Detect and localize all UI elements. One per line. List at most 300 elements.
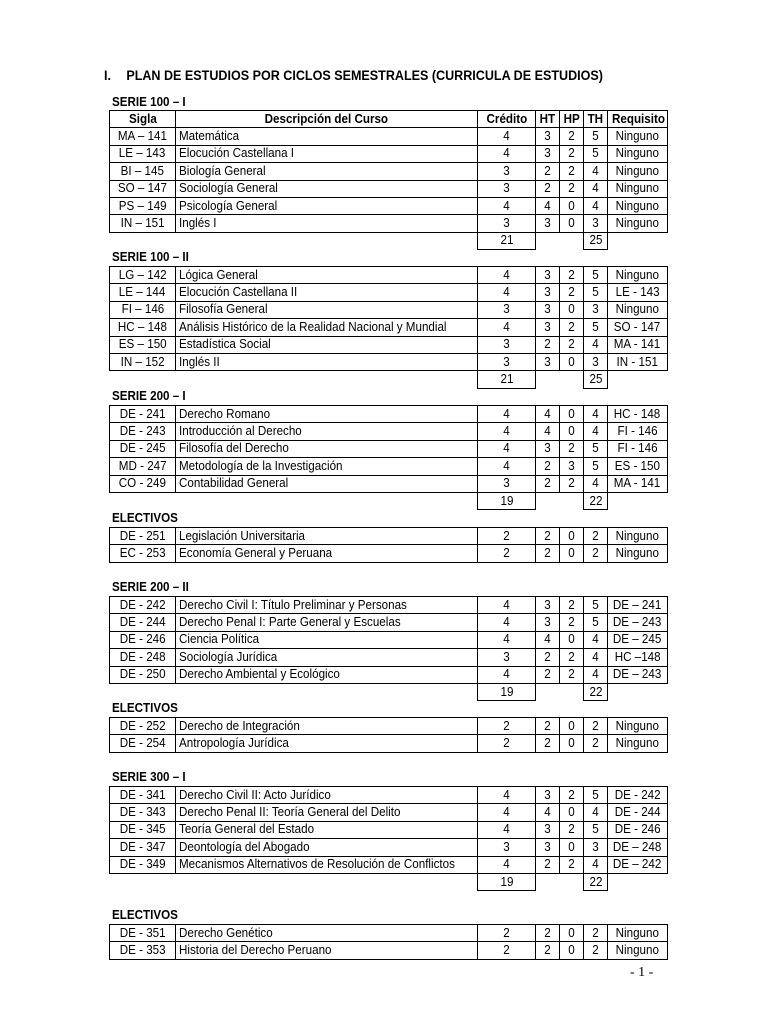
table-row	[110, 301, 668, 318]
course-description-text: Filosofía del Derecho	[179, 441, 289, 456]
course-credits	[478, 614, 536, 631]
course-theory-hours-text: 3	[544, 441, 551, 456]
course-code	[110, 163, 176, 180]
course-practice-hours	[560, 406, 584, 423]
course-code-text: DE - 242	[119, 597, 166, 612]
course-total-hours	[584, 666, 608, 683]
course-credits-text: 4	[503, 787, 510, 802]
course-practice-hours-text: 2	[568, 667, 575, 682]
totals-row	[110, 873, 668, 890]
course-credits-text: 4	[503, 822, 510, 837]
course-theory-hours	[536, 319, 560, 336]
course-practice-hours	[560, 614, 584, 631]
course-practice-hours-text: 0	[568, 718, 575, 733]
column-header-sigla	[110, 111, 176, 128]
course-credits	[478, 180, 536, 197]
course-practice-hours-text: 3	[568, 458, 575, 473]
course-practice-hours	[560, 423, 584, 440]
course-theory-hours	[536, 458, 560, 475]
blank-cell	[536, 492, 560, 509]
course-theory-hours	[536, 804, 560, 821]
course-practice-hours-text: 2	[568, 857, 575, 872]
course-theory-hours	[536, 336, 560, 353]
course-practice-hours	[560, 804, 584, 821]
course-prerequisite	[608, 267, 668, 284]
course-description	[176, 787, 478, 804]
course-theory-hours-text: 4	[544, 406, 551, 421]
course-theory-hours-text: 4	[544, 805, 551, 820]
course-theory-hours	[536, 423, 560, 440]
course-prerequisite-text: Ninguno	[615, 943, 660, 958]
course-credits	[478, 423, 536, 440]
course-code	[110, 942, 176, 959]
course-practice-hours-text: 0	[568, 406, 575, 421]
course-practice-hours-text: 0	[568, 198, 575, 213]
course-theory-hours-text: 2	[544, 476, 551, 491]
course-description	[176, 804, 478, 821]
course-prerequisite-text: FI - 146	[617, 424, 658, 439]
section-title: ELECTIVOS	[112, 701, 178, 715]
course-practice-hours	[560, 128, 584, 145]
section-title: SERIE 100 – II	[112, 250, 189, 264]
blank-cell	[110, 873, 176, 890]
course-total-hours	[584, 614, 608, 631]
course-code-text: DE - 250	[119, 667, 166, 682]
course-table	[109, 786, 668, 891]
course-description-text: Teoría General del Estado	[179, 822, 315, 837]
course-theory-hours	[536, 787, 560, 804]
course-credits	[478, 735, 536, 752]
blank-cell	[560, 873, 584, 890]
course-practice-hours	[560, 942, 584, 959]
course-prerequisite-text: Ninguno	[615, 546, 660, 561]
course-prerequisite	[608, 215, 668, 232]
course-description-text: Derecho de Integración	[179, 718, 300, 733]
course-theory-hours-text: 2	[544, 667, 551, 682]
total-hours	[584, 492, 608, 509]
course-prerequisite-text: Ninguno	[615, 736, 660, 751]
course-code-text: EC - 253	[119, 546, 166, 561]
course-description-text: Legislación Universitaria	[179, 528, 306, 543]
course-total-hours	[584, 458, 608, 475]
course-description-text: Derecho Penal I: Parte General y Escuelas	[179, 615, 401, 630]
course-description	[176, 180, 478, 197]
course-description-text: Sociología Jurídica	[179, 649, 278, 664]
course-practice-hours-text: 2	[568, 129, 575, 144]
course-practice-hours	[560, 458, 584, 475]
course-code-text: DE - 351	[119, 925, 166, 940]
course-description	[176, 128, 478, 145]
total-credits	[478, 873, 536, 890]
course-credits-text: 4	[503, 667, 510, 682]
course-total-hours-text: 3	[592, 216, 599, 231]
course-theory-hours-text: 2	[544, 546, 551, 561]
course-code	[110, 267, 176, 284]
course-code	[110, 649, 176, 666]
page-number: - 1 -	[630, 965, 654, 980]
course-prerequisite-text: Ninguno	[615, 267, 660, 282]
course-total-hours	[584, 735, 608, 752]
course-credits	[478, 718, 536, 735]
course-practice-hours	[560, 925, 584, 942]
course-code-text: MD - 247	[118, 458, 167, 473]
course-credits-text: 3	[503, 302, 510, 317]
course-code-text: SO – 147	[117, 181, 168, 196]
course-code-text: IN – 152	[120, 354, 165, 369]
course-credits-text: 2	[503, 943, 510, 958]
course-total-hours-text: 5	[592, 597, 599, 612]
course-theory-hours-text: 4	[544, 632, 551, 647]
course-total-hours	[584, 145, 608, 162]
heading-number: I.	[104, 68, 111, 83]
column-header-descripcion	[176, 111, 478, 128]
course-theory-hours	[536, 163, 560, 180]
table-row	[110, 614, 668, 631]
course-total-hours-text: 3	[592, 354, 599, 369]
course-description	[176, 614, 478, 631]
course-description	[176, 163, 478, 180]
course-code-text: DE - 343	[119, 805, 166, 820]
course-total-hours-text: 4	[592, 181, 599, 196]
course-description-text: Historia del Derecho Peruano	[179, 943, 332, 958]
table-row	[110, 649, 668, 666]
table-row	[110, 353, 668, 370]
course-prerequisite	[608, 284, 668, 301]
table-row	[110, 718, 668, 735]
course-credits	[478, 787, 536, 804]
course-prerequisite-text: DE - 242	[614, 787, 661, 802]
course-code-text: DE - 248	[119, 649, 166, 664]
course-total-hours-text: 4	[592, 857, 599, 872]
course-code	[110, 215, 176, 232]
course-total-hours-text: 5	[592, 129, 599, 144]
course-prerequisite	[608, 301, 668, 318]
course-description	[176, 942, 478, 959]
blank-cell	[560, 683, 584, 700]
course-credits	[478, 856, 536, 873]
course-code	[110, 475, 176, 492]
course-description	[176, 649, 478, 666]
course-theory-hours-text: 3	[544, 216, 551, 231]
totals-row	[110, 492, 668, 509]
course-theory-hours-text: 2	[544, 528, 551, 543]
course-practice-hours	[560, 319, 584, 336]
course-table	[109, 266, 668, 389]
course-description	[176, 301, 478, 318]
table-row	[110, 821, 668, 838]
course-prerequisite-text: DE – 243	[613, 615, 662, 630]
document-heading	[104, 68, 603, 83]
blank-cell	[110, 683, 176, 700]
course-practice-hours-text: 2	[568, 787, 575, 802]
course-credits-text: 4	[503, 424, 510, 439]
column-header-requisito	[608, 111, 668, 128]
table-row	[110, 128, 668, 145]
table-row	[110, 440, 668, 457]
table-row	[110, 545, 668, 562]
course-description	[176, 267, 478, 284]
course-prerequisite-text: DE - 246	[614, 822, 661, 837]
course-prerequisite-text: DE – 245	[613, 632, 662, 647]
course-code-text: DE - 245	[119, 441, 166, 456]
course-description-text: Sociología General	[179, 181, 278, 196]
course-practice-hours	[560, 215, 584, 232]
course-description-text: Análisis Histórico de la Realidad Nacional y Mundial	[179, 319, 447, 334]
course-credits-text: 2	[503, 925, 510, 940]
course-practice-hours-text: 2	[568, 615, 575, 630]
section-title: SERIE 200 – I	[112, 389, 186, 403]
course-theory-hours	[536, 145, 560, 162]
course-prerequisite	[608, 180, 668, 197]
course-total-hours	[584, 128, 608, 145]
course-practice-hours-text: 2	[568, 267, 575, 282]
course-prerequisite	[608, 163, 668, 180]
table-row	[110, 475, 668, 492]
total-credits-text: 21	[500, 233, 513, 248]
blank-cell	[608, 492, 668, 509]
course-prerequisite-text: LE - 143	[615, 285, 660, 300]
course-practice-hours-text: 0	[568, 805, 575, 820]
course-code	[110, 614, 176, 631]
course-theory-hours	[536, 406, 560, 423]
course-theory-hours-text: 4	[544, 424, 551, 439]
course-code	[110, 597, 176, 614]
course-practice-hours-text: 2	[568, 337, 575, 352]
course-prerequisite	[608, 597, 668, 614]
course-credits	[478, 475, 536, 492]
table-row	[110, 145, 668, 162]
blank-cell	[176, 492, 478, 509]
course-credits-text: 4	[503, 267, 510, 282]
course-code-text: DE - 252	[119, 718, 166, 733]
course-total-hours-text: 5	[592, 441, 599, 456]
course-credits-text: 4	[503, 597, 510, 612]
course-theory-hours-text: 2	[544, 649, 551, 664]
course-code	[110, 440, 176, 457]
course-credits	[478, 319, 536, 336]
total-credits	[478, 492, 536, 509]
course-theory-hours-text: 3	[544, 129, 551, 144]
course-theory-hours	[536, 839, 560, 856]
course-practice-hours-text: 0	[568, 424, 575, 439]
course-total-hours	[584, 336, 608, 353]
course-prerequisite	[608, 804, 668, 821]
course-total-hours	[584, 406, 608, 423]
course-code	[110, 735, 176, 752]
course-practice-hours-text: 0	[568, 632, 575, 647]
course-practice-hours	[560, 597, 584, 614]
blank-cell	[608, 371, 668, 388]
course-prerequisite	[608, 631, 668, 648]
course-code-text: PS – 149	[118, 198, 167, 213]
total-credits	[478, 371, 536, 388]
course-description	[176, 353, 478, 370]
course-total-hours	[584, 597, 608, 614]
course-credits-text: 4	[503, 615, 510, 630]
course-credits-text: 4	[503, 129, 510, 144]
column-header-credito-text: Crédito	[486, 111, 527, 126]
course-theory-hours	[536, 597, 560, 614]
course-theory-hours	[536, 925, 560, 942]
course-code	[110, 804, 176, 821]
course-practice-hours-text: 0	[568, 216, 575, 231]
course-description	[176, 545, 478, 562]
course-practice-hours-text: 0	[568, 736, 575, 751]
course-table	[109, 405, 668, 510]
course-description	[176, 631, 478, 648]
course-practice-hours-text: 2	[568, 441, 575, 456]
course-practice-hours-text: 2	[568, 285, 575, 300]
course-description-text: Derecho Genético	[179, 925, 273, 940]
course-credits-text: 4	[503, 285, 510, 300]
course-practice-hours-text: 0	[568, 839, 575, 854]
course-prerequisite	[608, 423, 668, 440]
course-description	[176, 839, 478, 856]
course-code	[110, 423, 176, 440]
table-row	[110, 423, 668, 440]
course-total-hours	[584, 942, 608, 959]
course-description	[176, 925, 478, 942]
course-theory-hours	[536, 821, 560, 838]
course-total-hours-text: 4	[592, 667, 599, 682]
course-prerequisite-text: IN - 151	[616, 354, 659, 369]
course-prerequisite	[608, 735, 668, 752]
table-row	[110, 267, 668, 284]
course-credits	[478, 545, 536, 562]
course-credits-text: 3	[503, 839, 510, 854]
heading-text: PLAN DE ESTUDIOS POR CICLOS SEMESTRALES (CURRICULA DE ESTUDIOS)	[126, 68, 603, 83]
course-prerequisite-text: ES - 150	[614, 458, 661, 473]
blank-cell	[536, 232, 560, 249]
table-row	[110, 631, 668, 648]
course-code-text: DE - 244	[119, 615, 166, 630]
course-code	[110, 528, 176, 545]
course-credits-text: 4	[503, 319, 510, 334]
course-credits	[478, 267, 536, 284]
course-description	[176, 440, 478, 457]
course-theory-hours	[536, 649, 560, 666]
course-description-text: Estadística Social	[179, 337, 271, 352]
course-theory-hours	[536, 614, 560, 631]
course-credits	[478, 163, 536, 180]
course-practice-hours	[560, 649, 584, 666]
course-code-text: IN – 151	[120, 216, 165, 231]
course-theory-hours-text: 2	[544, 163, 551, 178]
course-prerequisite-text: DE – 248	[613, 839, 662, 854]
course-prerequisite-text: Ninguno	[615, 216, 660, 231]
course-description-text: Psicología General	[179, 198, 278, 213]
course-description	[176, 597, 478, 614]
column-header-sigla-text: Sigla	[128, 111, 157, 126]
blank-cell	[536, 683, 560, 700]
course-credits	[478, 839, 536, 856]
course-description-text: Derecho Penal II: Teoría General del Delito	[179, 805, 401, 820]
section-title: ELECTIVOS	[112, 511, 178, 525]
course-description-text: Derecho Civil I: Título Preliminar y Personas	[179, 597, 407, 612]
blank-cell	[608, 683, 668, 700]
course-practice-hours	[560, 163, 584, 180]
course-total-hours	[584, 267, 608, 284]
course-credits-text: 2	[503, 736, 510, 751]
table-row	[110, 925, 668, 942]
course-total-hours	[584, 197, 608, 214]
course-total-hours	[584, 423, 608, 440]
course-total-hours	[584, 631, 608, 648]
course-code-text: DE - 341	[119, 787, 166, 802]
course-total-hours-text: 4	[592, 337, 599, 352]
course-practice-hours-text: 2	[568, 163, 575, 178]
course-prerequisite-text: Ninguno	[615, 925, 660, 940]
total-hours-text: 22	[589, 874, 602, 889]
course-code-text: DE - 246	[119, 632, 166, 647]
course-credits	[478, 284, 536, 301]
course-code-text: DE - 347	[119, 839, 166, 854]
course-description-text: Biología General	[179, 163, 266, 178]
course-practice-hours-text: 2	[568, 822, 575, 837]
course-credits	[478, 145, 536, 162]
table-row	[110, 735, 668, 752]
table-row	[110, 215, 668, 232]
course-credits	[478, 301, 536, 318]
course-practice-hours-text: 2	[568, 597, 575, 612]
course-practice-hours-text: 0	[568, 528, 575, 543]
course-description	[176, 336, 478, 353]
course-credits-text: 3	[503, 181, 510, 196]
course-theory-hours-text: 3	[544, 267, 551, 282]
course-theory-hours	[536, 440, 560, 457]
course-credits-text: 3	[503, 476, 510, 491]
course-credits	[478, 631, 536, 648]
column-header-th	[584, 111, 608, 128]
course-code	[110, 787, 176, 804]
course-prerequisite	[608, 145, 668, 162]
course-credits	[478, 458, 536, 475]
course-total-hours-text: 5	[592, 822, 599, 837]
course-credits-text: 3	[503, 163, 510, 178]
total-hours	[584, 873, 608, 890]
course-theory-hours-text: 3	[544, 839, 551, 854]
course-theory-hours-text: 2	[544, 736, 551, 751]
course-code-text: MA – 141	[117, 129, 168, 144]
course-credits	[478, 440, 536, 457]
table-row	[110, 458, 668, 475]
course-credits-text: 3	[503, 216, 510, 231]
course-prerequisite-text: Ninguno	[615, 129, 660, 144]
course-description	[176, 666, 478, 683]
course-theory-hours-text: 2	[544, 458, 551, 473]
blank-cell	[110, 492, 176, 509]
course-code	[110, 180, 176, 197]
course-description-text: Introducción al Derecho	[179, 424, 302, 439]
course-practice-hours-text: 0	[568, 354, 575, 369]
course-description-text: Deontología del Abogado	[179, 839, 310, 854]
course-prerequisite	[608, 839, 668, 856]
course-practice-hours-text: 2	[568, 181, 575, 196]
course-credits-text: 4	[503, 805, 510, 820]
total-hours-text: 25	[589, 233, 602, 248]
course-practice-hours	[560, 839, 584, 856]
course-code	[110, 301, 176, 318]
course-practice-hours-text: 2	[568, 649, 575, 664]
course-code-text: ES – 150	[118, 337, 167, 352]
table-row	[110, 284, 668, 301]
table-row	[110, 406, 668, 423]
course-practice-hours-text: 0	[568, 925, 575, 940]
course-credits	[478, 649, 536, 666]
course-description	[176, 215, 478, 232]
course-code-text: LG – 142	[118, 267, 167, 282]
table-row	[110, 180, 668, 197]
